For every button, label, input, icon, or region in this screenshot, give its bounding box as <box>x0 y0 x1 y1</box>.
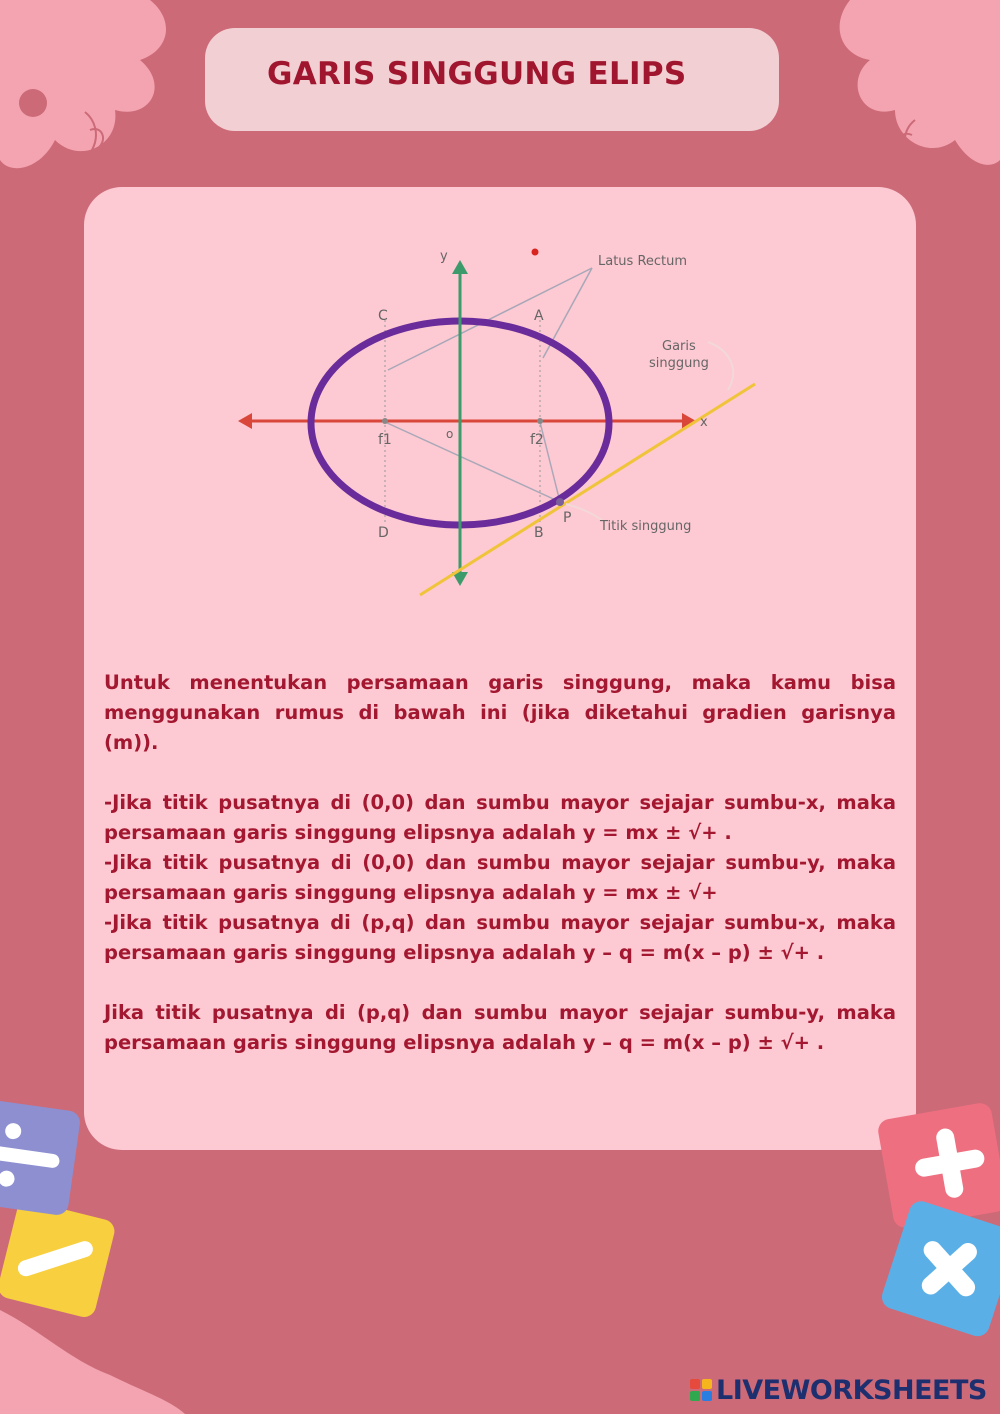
latus-rectum-label: Latus Rectum <box>598 254 688 269</box>
case-4-paragraph: Jika titik pusatnya di (p,q) dan sumbu mayor sejajar sumbu-y, maka persamaan garis singgung elipsnya adalah y – q = m(x – p) ± √+ . <box>104 1001 896 1054</box>
focus-1-point <box>382 418 388 424</box>
x-axis-arrow-left <box>238 413 252 429</box>
math-tiles-right <box>875 1095 1000 1340</box>
title-banner <box>205 28 779 131</box>
latus-pointer-1 <box>388 268 592 370</box>
garis-singgung-label-line-2: singgung <box>649 356 709 371</box>
flower-decoration-top-right <box>830 0 1000 175</box>
focus-2-point <box>537 418 543 424</box>
garis-singgung-pointer <box>708 342 733 390</box>
point-c-label: C <box>378 308 388 324</box>
liveworksheets-logo[interactable] <box>690 1374 987 1406</box>
red-dot <box>532 249 539 256</box>
point-d-label: D <box>378 525 389 541</box>
page-title: GARIS SINGGUNG ELIPS <box>267 56 687 92</box>
titik-singgung-label: Titik singgung <box>600 519 692 534</box>
focus-2-label: f2 <box>530 432 544 448</box>
point-b-label: B <box>534 525 544 541</box>
ellipse-diagram <box>230 240 770 610</box>
math-tiles-left <box>0 1095 125 1335</box>
case-2-paragraph: -Jika titik pusatnya di (0,0) dan sumbu mayor sejajar sumbu-y, maka persamaan garis singgung elipsnya adalah y = mx ± √+ <box>104 851 896 904</box>
garis-singgung-label-line-1: Garis <box>662 339 696 354</box>
tangent-point-p <box>556 498 564 506</box>
origin-label: o <box>446 427 454 441</box>
logo-icon <box>690 1379 712 1401</box>
point-a-label: A <box>534 308 544 324</box>
y-axis-label: y <box>440 249 448 264</box>
focus-1-label: f1 <box>378 432 392 448</box>
case-1-paragraph: -Jika titik pusatnya di (0,0) dan sumbu mayor sejajar sumbu-x, maka persamaan garis singgung elipsnya adalah y = mx ± √+ . <box>104 791 896 844</box>
y-axis-arrow-top <box>452 260 468 274</box>
intro-paragraph: Untuk menentukan persamaan garis singgung, maka kamu bisa menggunakan rumus di bawah ini (jika diketahui gradien garisnya (m)). <box>104 671 896 754</box>
x-axis-label: x <box>700 415 708 430</box>
point-p-label: P <box>563 510 572 526</box>
logo-text: LIVEWORKSHEETS <box>716 1374 987 1406</box>
flower-decoration-top-left <box>0 0 190 185</box>
case-3-paragraph: -Jika titik pusatnya di (p,q) dan sumbu mayor sejajar sumbu-x, maka persamaan garis singgung elipsnya adalah y – q = m(x – p) ± √+ . <box>104 911 896 964</box>
explanation-text <box>104 668 896 1058</box>
